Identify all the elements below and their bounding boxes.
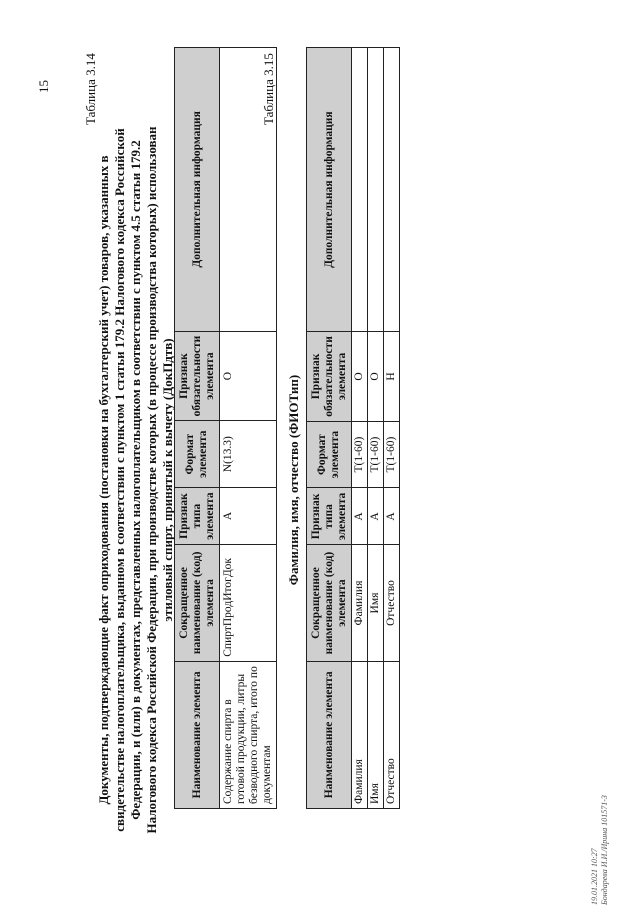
table-cell	[368, 48, 384, 332]
table-cell: T(1-60)	[384, 421, 400, 488]
table-cell: Фамилия	[352, 545, 368, 661]
table-row	[368, 48, 384, 809]
table-cell: Имя	[368, 545, 384, 661]
header-cell: Признак обязательности элемента	[307, 332, 352, 422]
header-cell: Признак типа элемента	[175, 488, 220, 545]
table-cell: N(13.3)	[220, 421, 277, 488]
table-cell: Содержание спирта в готовой продукции, литры безводного спирта, итого по документам	[220, 661, 277, 808]
table-cell: Фамилия	[352, 661, 368, 808]
table-cell: А	[384, 488, 400, 545]
table-cell: T(1-60)	[368, 421, 384, 488]
header-cell: Дополнительная информация	[175, 48, 220, 332]
stamp-line: Бондарева И.И./Ирина 101571-3	[600, 795, 609, 905]
table-caption: Таблица 3.15	[261, 53, 276, 125]
table-cell	[384, 48, 400, 332]
table-cell: А	[220, 488, 277, 545]
table-cell: Имя	[368, 661, 384, 808]
table-row	[384, 48, 400, 809]
table-cell: А	[368, 488, 384, 545]
documents-table	[174, 47, 277, 809]
header-cell: Признак типа элемента	[307, 488, 352, 545]
header-cell: Наименование элемента	[307, 661, 352, 808]
header-cell: Формат элемента	[175, 421, 220, 488]
header-cell: Сокращенное наименование (код) элемента	[175, 545, 220, 662]
table-title: Фамилия, имя, отчество (ФИОТип)	[286, 374, 301, 586]
table-cell: Н	[384, 332, 400, 422]
table-header-row	[307, 48, 352, 809]
stamp-line: 19.01.2021 10:27	[590, 848, 599, 905]
table-cell: О	[352, 332, 368, 422]
table-cell: О	[368, 332, 384, 422]
table-row	[220, 48, 277, 809]
fio-table	[306, 47, 400, 809]
page-number: 15	[36, 80, 51, 93]
table-row	[352, 48, 368, 809]
document-stamp	[590, 795, 610, 905]
header-cell: Дополнительная информация	[307, 48, 352, 332]
table-title: Документы, подтверждающие факт оприходования (постановки на бухгалтерский учет) товаров, указанных в свидетельстве налогоплательщика, выданном в соответствии с пунктом 1 статьи 179.2 Налогового кодекса Российской Федерации, и (или) в документах, представленных налогоплательщиком в соответствии с пунктом 4.5 статьи 179.2 Налогового кодекса Российской Федерации, при производстве которых (в процессе производства которых) использован этиловый спирт, принятый к вычету (ДокПдтв)	[96, 126, 175, 834]
table-cell: СпиртПродИтогДок	[220, 545, 277, 662]
table-cell: T(1-60)	[352, 421, 368, 488]
header-cell: Формат элемента	[307, 421, 352, 488]
header-cell: Наименование элемента	[175, 661, 220, 808]
table-header-row	[175, 48, 220, 809]
table-caption: Таблица 3.14	[83, 53, 98, 125]
table-cell	[352, 48, 368, 332]
table-cell: Отчество	[384, 545, 400, 661]
table-cell: А	[352, 488, 368, 545]
table-cell: Отчество	[384, 661, 400, 808]
table-cell: О	[220, 331, 277, 421]
header-cell: Сокращенное наименование (код) элемента	[307, 545, 352, 661]
header-cell: Признак обязательности элемента	[175, 331, 220, 421]
